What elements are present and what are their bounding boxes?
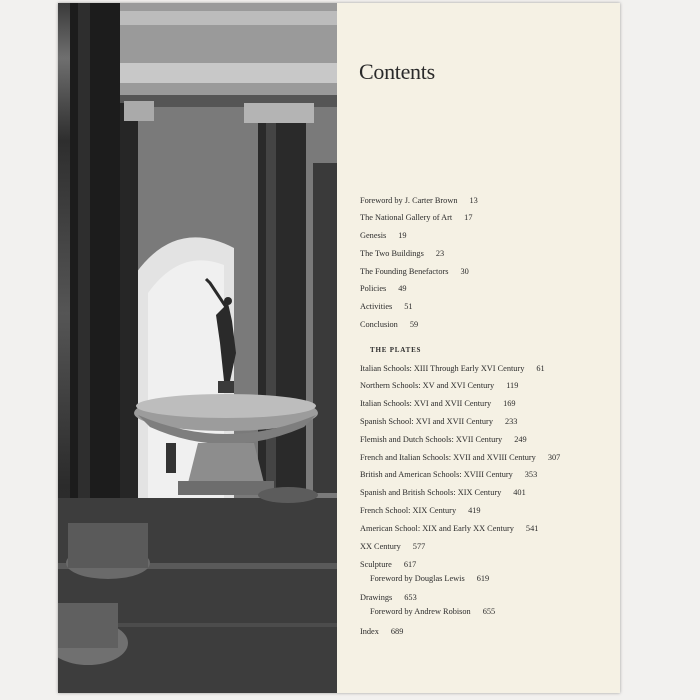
plates-entry-label: Foreword by Andrew Robison <box>370 607 471 616</box>
plates-entry <box>370 607 495 616</box>
plates-entry-label: Spanish School: XVI and XVII Century <box>360 417 493 426</box>
toc-entry <box>360 320 418 329</box>
rotunda-photograph <box>58 3 337 693</box>
toc-entry-label: The National Gallery of Art <box>360 213 453 222</box>
plates-entry-label: Sculpture <box>360 560 392 569</box>
toc-entry <box>360 213 472 222</box>
plates-entry-label: Drawings <box>360 593 393 602</box>
plates-entry-label: Italian Schools: XVI and XVII Century <box>360 399 492 408</box>
plates-entry-page: 233 <box>504 417 518 426</box>
toc-entry-page: 19 <box>398 231 407 240</box>
toc-entry-label: The Two Buildings <box>360 249 424 258</box>
toc-entry <box>360 302 413 311</box>
plates-entry-page: 169 <box>503 399 516 408</box>
toc-entry <box>360 284 407 293</box>
toc-entry-page: 13 <box>469 196 478 205</box>
toc-entry-page: 17 <box>464 213 473 222</box>
toc-entry-page: 59 <box>409 320 419 329</box>
plates-entry-page: 249 <box>514 435 527 444</box>
plates-entry-page: 577 <box>412 542 426 551</box>
plates-entry-page: 61 <box>536 364 545 373</box>
plates-entry-label: French School: XIX Century <box>360 506 457 515</box>
plates-entry-page: 653 <box>404 593 417 602</box>
toc-entry <box>360 267 469 276</box>
plates-entry-label: American School: XIX and Early XX Century <box>360 524 514 533</box>
plates-entry-page: 119 <box>506 381 519 390</box>
toc-entry-label: The Founding Benefactors <box>360 267 449 276</box>
plates-entry-label: French and Italian Schools: XVII and XVIII Century <box>360 453 536 462</box>
contents-page <box>337 3 620 693</box>
book-spread <box>58 3 620 693</box>
plates-entry-page: 619 <box>476 574 490 583</box>
toc-entry-page: 51 <box>404 302 413 311</box>
plates-entry-label: Italian Schools: XIII Through Early XVI Century <box>360 364 525 373</box>
plates-entry-page: 307 <box>547 453 561 462</box>
plates-entry <box>370 574 489 583</box>
plates-entry <box>360 470 537 479</box>
plates-entry-page: 655 <box>482 607 496 616</box>
plates-entry <box>360 593 417 602</box>
toc-entry-label: Conclusion <box>360 320 398 329</box>
plates-heading: THE PLATES <box>370 346 422 354</box>
plates-entry-page: 419 <box>468 506 481 515</box>
plates-entry-label: XX Century <box>360 542 401 551</box>
plates-entry-label: Foreword by Douglas Lewis <box>370 574 465 583</box>
toc-entry-label: Activities <box>360 302 393 311</box>
plates-entry <box>360 435 527 444</box>
plates-entry-page: 353 <box>524 470 538 479</box>
plates-entry <box>360 524 538 533</box>
plates-entry-label: Spanish and British Schools: XIX Century <box>360 488 502 497</box>
toc-entry-label: Genesis <box>360 231 387 240</box>
plates-entry-label: Northern Schools: XV and XVI Century <box>360 381 495 390</box>
toc-entry-label: Foreword by J. Carter Brown <box>360 196 458 205</box>
plates-entry <box>360 381 518 390</box>
plates-entry <box>360 542 425 551</box>
plates-entry <box>360 417 517 426</box>
plates-entry-page: 401 <box>513 488 526 497</box>
plates-entry-page: 541 <box>525 524 539 533</box>
plates-entry <box>360 364 545 373</box>
plates-entry <box>360 627 403 636</box>
plates-entry-label: Index <box>360 627 379 636</box>
toc-entry-page: 30 <box>460 267 469 276</box>
plates-entry-label: British and American Schools: XVIII Century <box>360 470 513 479</box>
toc-entry <box>360 196 478 205</box>
toc-entry-page: 23 <box>435 249 445 258</box>
plates-entry <box>360 560 416 569</box>
plates-entry-page: 689 <box>390 627 404 636</box>
plates-entry-label: Flemish and Dutch Schools: XVII Century <box>360 435 503 444</box>
toc-entry <box>360 231 407 240</box>
plates-entry <box>360 506 481 515</box>
plates-entry-page: 617 <box>403 560 417 569</box>
toc-entry-label: Policies <box>360 284 387 293</box>
plates-entry <box>360 399 516 408</box>
page-title: Contents <box>359 59 435 84</box>
toc-entry <box>360 249 444 258</box>
rotunda-illustration <box>58 3 337 693</box>
plates-entry <box>360 453 560 462</box>
plates-entry <box>360 488 526 497</box>
toc-entry-page: 49 <box>398 284 407 293</box>
